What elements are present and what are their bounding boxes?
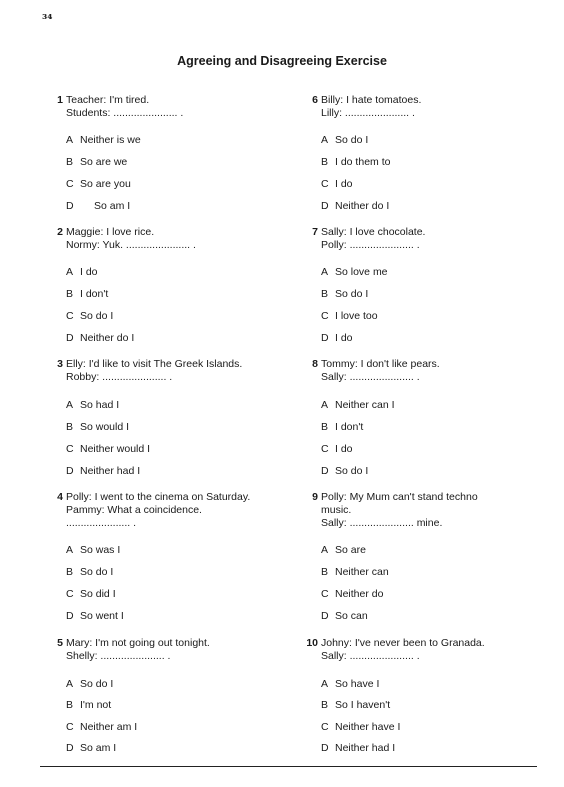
option-text: So do I <box>335 134 369 146</box>
option-b[interactable] <box>66 698 111 712</box>
option-d[interactable] <box>66 464 140 478</box>
option-letter: B <box>66 699 74 711</box>
option-text: I'm not <box>80 699 112 711</box>
option-letter: B <box>66 288 74 300</box>
option-d[interactable] <box>66 199 130 213</box>
question-5 <box>57 637 210 754</box>
question-text: Polly: I went to the cinema on Saturday. Pammy: What a coincidence. ...................... . <box>66 491 251 529</box>
option-letter: B <box>321 699 329 711</box>
option-text: So do I <box>80 310 114 322</box>
question-number: 6 <box>312 94 318 106</box>
question-6 <box>312 94 422 212</box>
option-a[interactable] <box>66 265 98 279</box>
option-text: Neither am I <box>80 721 138 733</box>
option-text: So was I <box>80 544 121 556</box>
option-c[interactable] <box>321 442 353 456</box>
option-c[interactable] <box>66 177 131 191</box>
option-b[interactable] <box>66 420 129 434</box>
bottom-divider <box>40 766 537 767</box>
question-9 <box>312 491 478 622</box>
option-letter: D <box>66 332 74 344</box>
option-b[interactable] <box>321 155 390 169</box>
option-letter: D <box>321 610 329 622</box>
question-8 <box>312 358 440 477</box>
option-text: I do <box>335 443 353 455</box>
question-text: Elly: I'd like to visit The Greek Islands. Robby: ...................... . <box>66 358 243 383</box>
option-letter: C <box>321 310 329 322</box>
question-number: 8 <box>312 358 318 370</box>
option-b[interactable] <box>66 565 113 579</box>
option-letter: D <box>66 200 74 212</box>
option-text: So can <box>335 610 368 622</box>
option-letter: A <box>66 399 74 411</box>
option-letter: A <box>66 678 74 690</box>
question-text: Teacher: I'm tired. Students: ...................... . <box>66 94 184 119</box>
option-text: So are we <box>80 156 128 168</box>
option-letter: A <box>66 266 74 278</box>
option-a[interactable] <box>321 543 366 557</box>
option-letter: C <box>321 443 329 455</box>
option-letter: B <box>66 566 74 578</box>
option-c[interactable] <box>66 309 113 323</box>
option-text: I do them to <box>335 156 391 168</box>
option-text: I love too <box>335 310 378 322</box>
option-letter: C <box>321 721 329 733</box>
option-c[interactable] <box>321 177 353 191</box>
option-letter: C <box>321 588 329 600</box>
option-c[interactable] <box>321 309 378 323</box>
option-letter: D <box>66 465 74 477</box>
option-letter: C <box>66 443 74 455</box>
question-text: Sally: I love chocolate. Polly: ...................... . <box>321 226 426 251</box>
option-a[interactable] <box>321 265 388 279</box>
option-text: So do I <box>335 288 369 300</box>
option-text: I do <box>335 178 353 190</box>
option-letter: B <box>321 156 329 168</box>
option-text: So are <box>335 544 366 556</box>
option-c[interactable] <box>66 587 116 601</box>
option-text: So do I <box>80 566 114 578</box>
option-letter: B <box>321 288 329 300</box>
option-text: So am I <box>80 742 117 754</box>
option-b[interactable] <box>66 287 108 301</box>
option-letter: A <box>321 678 329 690</box>
option-text: Neither can <box>335 566 389 578</box>
question-text: Johny: I've never been to Granada. Sally: ...................... . <box>321 637 485 662</box>
question-10 <box>306 637 485 754</box>
option-text: Neither do I <box>335 200 390 212</box>
option-letter: D <box>66 610 74 622</box>
option-d[interactable] <box>321 199 389 213</box>
question-text: Maggie: I love rice. Normy: Yuk. ...................... . <box>66 226 196 251</box>
question-number: 2 <box>57 226 63 238</box>
option-text: Neither do I <box>80 332 135 344</box>
option-text: So do I <box>80 678 114 690</box>
question-text: Tommy: I don't like pears. Sally: ...................... . <box>321 358 440 383</box>
option-text: So would I <box>80 421 130 433</box>
option-letter: B <box>66 156 74 168</box>
option-text: So I haven't <box>335 699 391 711</box>
option-d[interactable] <box>66 741 116 755</box>
option-a[interactable] <box>321 398 395 412</box>
option-letter: C <box>66 310 74 322</box>
page-title: Agreeing and Disagreeing Exercise <box>177 54 387 68</box>
option-a[interactable] <box>66 543 120 557</box>
option-b[interactable] <box>66 155 127 169</box>
option-letter: A <box>321 544 329 556</box>
option-letter: D <box>321 332 329 344</box>
question-4 <box>57 491 251 622</box>
option-a[interactable] <box>66 398 119 412</box>
option-text: So love me <box>335 266 388 278</box>
option-text: Neither would I <box>80 443 151 455</box>
option-letter: D <box>321 200 329 212</box>
option-letter: A <box>321 266 329 278</box>
option-d[interactable] <box>321 741 395 755</box>
option-text: So are you <box>80 178 131 190</box>
option-d[interactable] <box>66 609 124 623</box>
corner-mark: ₃₄ <box>42 8 53 22</box>
option-a[interactable] <box>321 677 379 691</box>
option-text: So am I <box>94 200 131 212</box>
question-number: 1 <box>57 94 63 106</box>
option-c[interactable] <box>321 587 383 601</box>
option-letter: C <box>66 178 74 190</box>
option-b[interactable] <box>321 698 390 712</box>
option-letter: C <box>66 721 74 733</box>
question-text: Mary: I'm not going out tonight. Shelly: ...................... . <box>66 637 210 662</box>
option-d[interactable] <box>321 331 353 345</box>
option-b[interactable] <box>321 565 389 579</box>
question-3 <box>57 358 243 477</box>
option-a[interactable] <box>66 677 113 691</box>
question-number: 4 <box>57 491 63 503</box>
option-c[interactable] <box>321 720 400 734</box>
option-d[interactable] <box>321 609 368 623</box>
option-text: I do <box>80 266 98 278</box>
option-letter: A <box>66 134 74 146</box>
option-text: So had I <box>80 399 120 411</box>
option-a[interactable] <box>66 133 141 147</box>
question-2 <box>57 226 196 344</box>
option-text: Neither can I <box>335 399 395 411</box>
option-a[interactable] <box>321 133 368 147</box>
option-b[interactable] <box>321 287 368 301</box>
option-c[interactable] <box>66 720 137 734</box>
option-letter: C <box>66 588 74 600</box>
option-text: I don't <box>335 421 364 433</box>
option-text: So do I <box>335 465 369 477</box>
option-b[interactable] <box>321 420 363 434</box>
option-letter: A <box>321 399 329 411</box>
option-letter: D <box>321 742 329 754</box>
question-1 <box>57 94 184 212</box>
option-letter: C <box>321 178 329 190</box>
option-text: Neither had I <box>335 742 396 754</box>
option-d[interactable] <box>66 331 134 345</box>
question-number: 10 <box>306 637 318 649</box>
option-d[interactable] <box>321 464 368 478</box>
option-text: So did I <box>80 588 116 600</box>
option-letter: A <box>66 544 74 556</box>
question-number: 9 <box>312 491 318 503</box>
option-text: Neither had I <box>80 465 141 477</box>
option-text: Neither have I <box>335 721 401 733</box>
option-text: So have I <box>335 678 380 690</box>
option-text: Neither do <box>335 588 384 600</box>
question-text: Billy: I hate tomatoes. Lilly: ...................... . <box>321 94 422 119</box>
question-number: 3 <box>57 358 63 370</box>
question-number: 5 <box>57 637 63 649</box>
option-letter: B <box>321 566 329 578</box>
question-7 <box>312 226 426 344</box>
option-text: I don't <box>80 288 109 300</box>
option-letter: D <box>66 742 74 754</box>
option-text: So went I <box>80 610 124 622</box>
option-text: Neither is we <box>80 134 141 146</box>
option-letter: B <box>321 421 329 433</box>
option-letter: B <box>66 421 74 433</box>
option-c[interactable] <box>66 442 150 456</box>
option-text: I do <box>335 332 353 344</box>
question-number: 7 <box>312 226 318 238</box>
question-text: Polly: My Mum can't stand techno music. Sally: ...................... mine. <box>321 491 478 529</box>
option-letter: D <box>321 465 329 477</box>
option-letter: A <box>321 134 329 146</box>
